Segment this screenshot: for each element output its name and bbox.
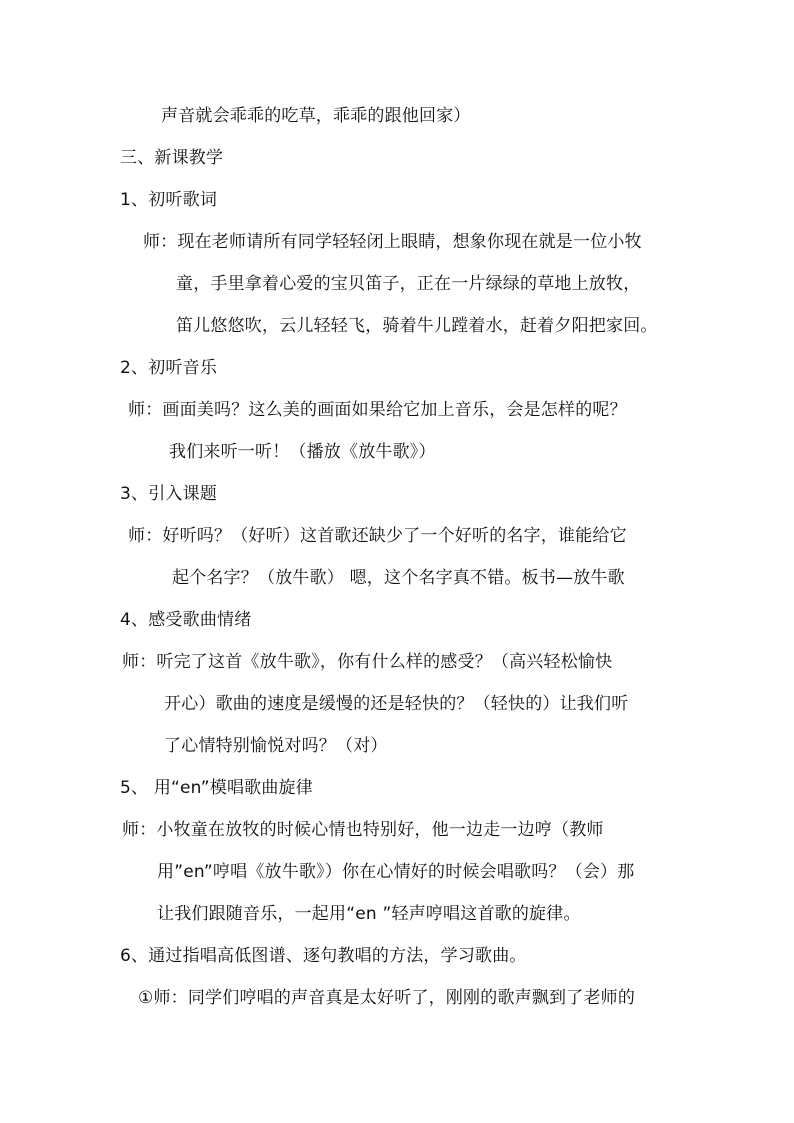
paragraph-line: 师：画面美吗？这么美的画面如果给它加上音乐，会是怎样的呢？ — [128, 400, 627, 420]
paragraph-line: 用”en”哼唱《放牛歌》）你在心情好的时候会唱歌吗？（会）那 — [157, 862, 635, 882]
paragraph-line: ①师：同学们哼唱的声音真是太好听了，刚刚的歌声飘到了老师的 — [138, 988, 636, 1008]
paragraph-line: 师：现在老师请所有同学轻轻闭上眼睛，想象你现在就是一位小牧 — [143, 232, 642, 252]
subsection-heading: 6、通过指唱高低图谱、逐句教唱的方法，学习歌曲。 — [120, 946, 527, 966]
paragraph-line: 师：好听吗？（好听）这首歌还缺少了一个好听的名字，谁能给它 — [128, 526, 627, 546]
subsection-heading: 5、 用“en”模唱歌曲旋律 — [120, 778, 313, 798]
paragraph-line: 了心情特别愉悦对吗？（对） — [164, 736, 388, 756]
subsection-heading: 1、初听歌词 — [120, 190, 218, 210]
paragraph-line: 童，手里拿着心爱的宝贝笛子，正在一片绿绿的草地上放牧， — [176, 274, 641, 294]
paragraph-line: 开心）歌曲的速度是缓慢的还是轻快的？（轻快的）让我们听 — [164, 694, 629, 714]
paragraph-line: 让我们跟随音乐，一起用“en ”轻声哼唱这首歌的旋律。 — [157, 904, 581, 924]
paragraph-line: 起个名字？（放牛歌） 嗯，这个名字真不错。板书—放牛歌 — [172, 568, 625, 588]
section-heading: 三、新课教学 — [120, 148, 224, 168]
paragraph-line: 笛儿悠悠吹，云儿轻轻飞，骑着牛儿蹚着水，赶着夕阳把家回。 — [176, 316, 658, 336]
paragraph-line: 师：小牧童在放牧的时候心情也特别好，他一边走一边哼（教师 — [122, 820, 604, 840]
subsection-heading: 2、初听音乐 — [120, 358, 218, 378]
paragraph-line: 师：听完了这首《放牛歌》，你有什么样的感受？（高兴轻松愉快 — [122, 652, 613, 672]
subsection-heading: 4、感受歌曲情绪 — [120, 610, 252, 630]
paragraph-line: 声音就会乖乖的吃草，乖乖的跟他回家） — [161, 106, 471, 126]
subsection-heading: 3、引入课题 — [120, 484, 218, 504]
paragraph-line: 我们来听一听！（播放《放牛歌》） — [169, 442, 436, 462]
